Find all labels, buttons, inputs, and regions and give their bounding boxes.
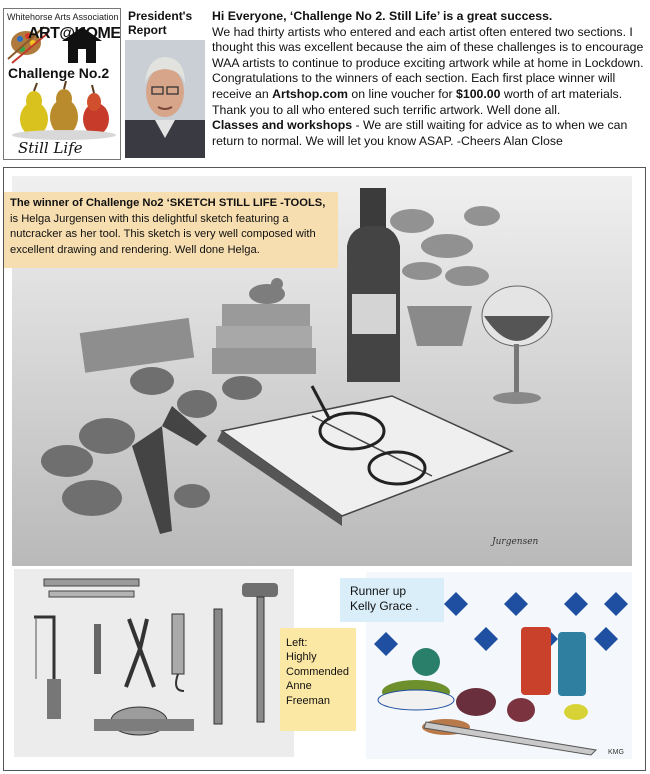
report-classes: Classes and workshops - We are still waiting for advice as to when we can return to normal. We will let you know ASAP. -Cheers Alan Close <box>212 118 628 148</box>
president-label-line2: Report <box>128 23 167 37</box>
logo-art-home-text: ART@HOME <box>28 25 121 42</box>
president-portrait-photo <box>125 40 205 158</box>
hc-line1: Left: <box>286 637 308 649</box>
logo-still-life-text: Still Life <box>18 139 83 157</box>
winner-description: is Helga Jurgensen with this delightful sketch featuring a nutcracker as her tool. This sketch is very well composed with excellent drawing and rendering. Well done Helga. <box>10 212 316 256</box>
runner-line2: Kelly Grace . <box>350 599 419 613</box>
president-report-label <box>128 9 192 37</box>
hc-line4: Anne <box>286 680 312 693</box>
winner-title: The winner of Challenge No2 ‘SKETCH STILL LIFE -TOOLS, <box>10 197 326 209</box>
runner-up-caption <box>340 578 444 622</box>
painter-monogram: KMG <box>608 749 624 756</box>
president-report-text <box>212 9 644 149</box>
highly-commended-drawing <box>14 569 294 757</box>
hc-line2: Highly <box>286 651 317 664</box>
pears-illustration <box>12 81 116 140</box>
hc-line3: Commended <box>286 665 349 678</box>
runner-line1: Runner up <box>350 584 407 598</box>
highly-commended-caption <box>280 628 356 731</box>
president-label-line1: President's <box>128 9 193 23</box>
classes-heading: Classes and workshops <box>212 118 353 133</box>
report-body: We had thirty artists who entered and each artist often entered two sections. I thought this was excellent because the aim of these challenges is to encourage WAA artists to continue to produce exciting artwork while at home in Lockdown. Congratulations to the winners of each section. Each first place winner will receive an Artshop.com on line voucher for $100.00 worth of art materials. Thank you to all who entered such terrific artwork. Well done all. <box>212 24 644 117</box>
association-name: Whitehorse Arts Association <box>7 12 119 22</box>
challenge-logo <box>3 8 121 160</box>
report-heading: Hi Everyone, ‘Challenge No 2. Still Life’ is a great success. <box>212 9 553 23</box>
winner-caption <box>4 192 338 268</box>
voucher-site: Artshop.com <box>272 86 348 101</box>
voucher-amount: $100.00 <box>456 86 501 101</box>
hc-line5: Freeman <box>286 694 331 707</box>
logo-challenge-text: Challenge No.2 <box>8 65 110 81</box>
artist-signature: Jurgensen <box>492 537 539 547</box>
